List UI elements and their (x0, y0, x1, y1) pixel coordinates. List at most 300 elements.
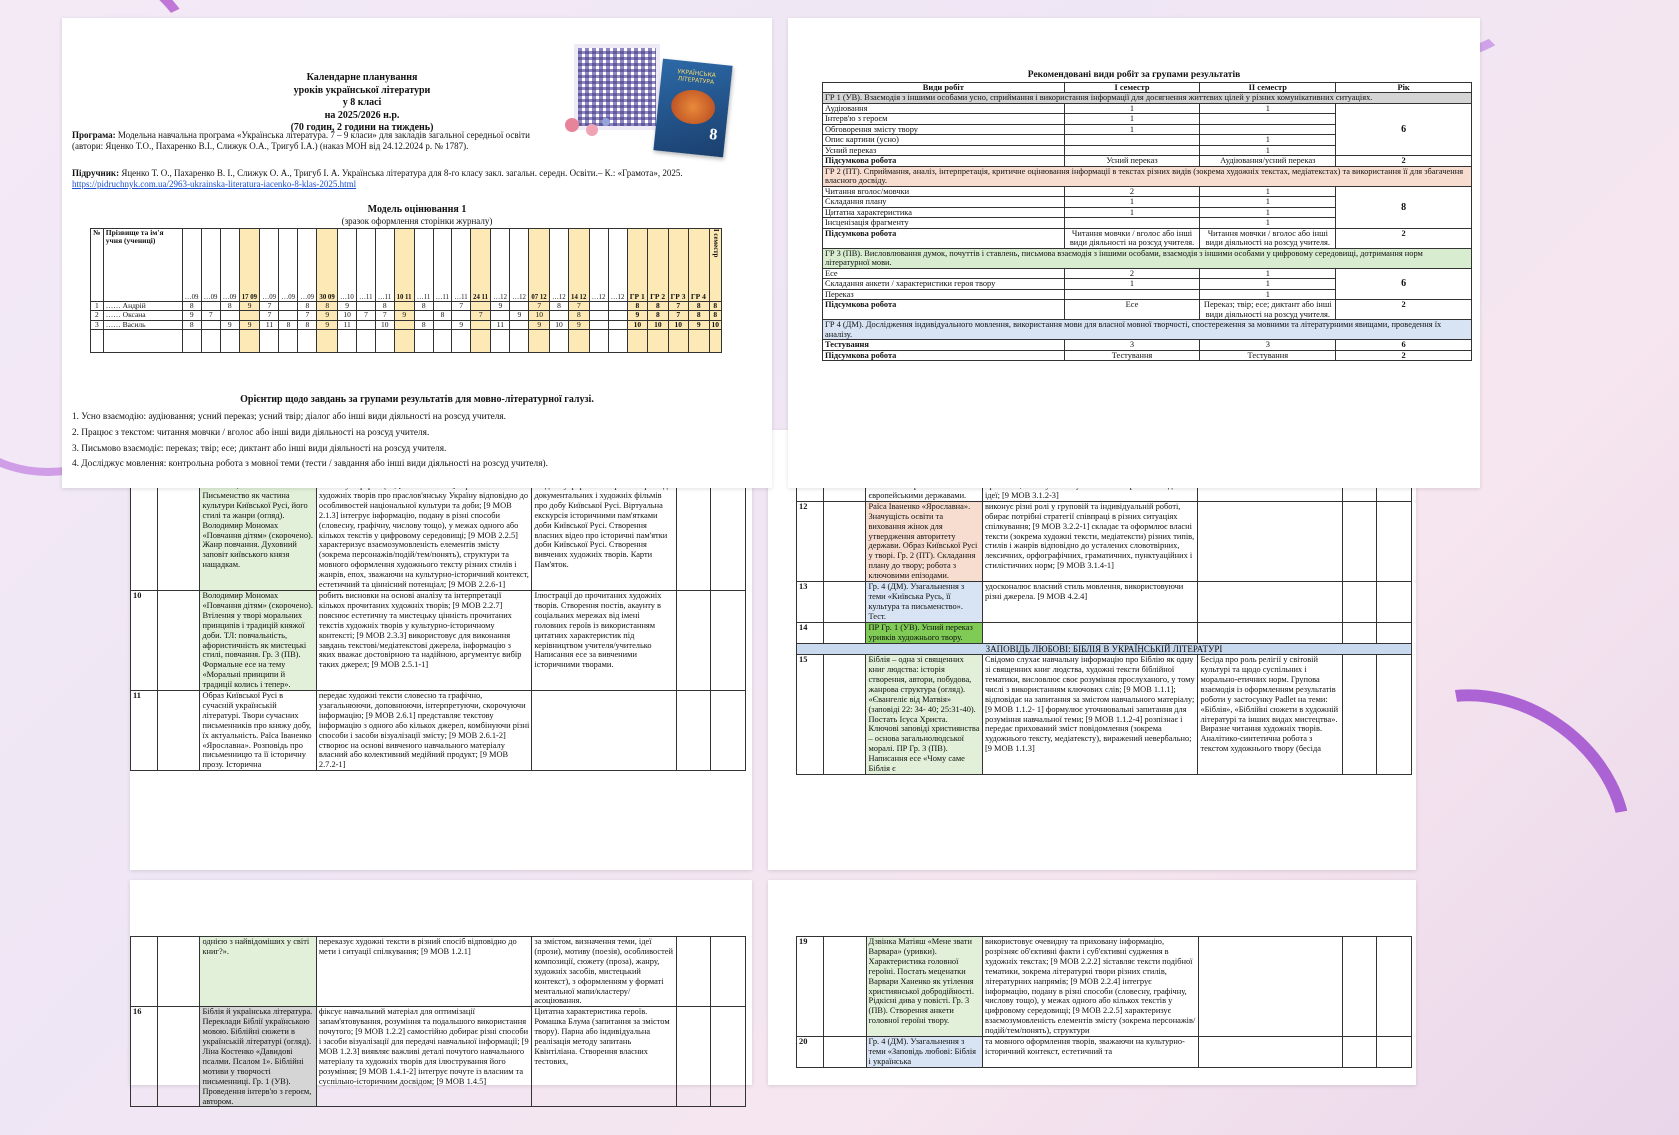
table-row (797, 1037, 1412, 1068)
table-cell (260, 329, 279, 352)
table-cell: 7 (569, 302, 590, 311)
table-cell: 1 (1064, 207, 1200, 217)
table-cell (1377, 582, 1412, 623)
textbook-cover (653, 59, 732, 158)
table-row (797, 655, 1412, 775)
lesson-table (130, 936, 746, 1107)
table-row (823, 186, 1472, 196)
table-cell: Складання анкети / характеристики героя твору (823, 279, 1065, 289)
table-cell: 3 (1064, 340, 1200, 350)
table-row (91, 320, 722, 329)
table-cell: № (91, 229, 104, 302)
table-cell: 9 (510, 311, 529, 320)
table-cell (220, 311, 239, 320)
table-cell: Усний переказ (823, 145, 1065, 155)
table-row (91, 311, 722, 320)
table-cell: 10 (375, 320, 394, 329)
table-cell (239, 329, 260, 352)
table-cell: …11 (433, 229, 452, 302)
table-cell (608, 320, 627, 329)
table-cell: 9 (569, 320, 590, 329)
orientation-title: Орієнтир щодо завдань за групами результатів для мовно-літературної галузі. (240, 394, 594, 405)
table-cell: 7 (357, 311, 376, 320)
table-cell: 10 (529, 311, 550, 320)
table-cell: 13 (797, 582, 824, 623)
table-cell: ПР Гр. 1 (УВ). Усний переказ уривків художнього твору. (866, 622, 983, 643)
program-info: Програма: Модельна навчальна програма «Українська література. 7 – 9 класи» для закладів загальної середньої освіти (автори: Яценко Т.О., Пахаренко В.І., Слижук О.А., Тригуб І.А.) (наказ МОН від 24.12.2024 р. № 1787). (72, 130, 530, 151)
table-cell (1064, 135, 1200, 145)
table-cell: 7 (452, 302, 471, 311)
table-cell: Інсценізація фрагменту (823, 218, 1065, 228)
table-cell (510, 320, 529, 329)
table-cell: Тестування (823, 340, 1065, 350)
table-cell: та мовного оформлення творів, зважаючи на культурно-історичний контекст, естетичний та (983, 1037, 1199, 1068)
table-cell: …10 (338, 229, 357, 302)
table-cell: 1 (1200, 145, 1336, 155)
group-header-row (823, 166, 1472, 186)
table-cell: Обговорення змісту твору (823, 124, 1065, 134)
table-cell: використовує очевидну та приховану інформацію, розрізняє об'єктивні факти і суб'єктивні судження в художніх текстах; [9 МОВ 2.2.2] зіставляє тексти подібної тематики, зокрема літературні твори різних стилів, літературних напрямів; [9 МОВ 2.2.4] інтегрує інформацію, подану в різні способи (словесну, графічну, числову тощо), у межах одного або кількох текстів у цифровому середовищі; [9 МОВ 2.2.5] характеризує взаємозумовленість елементів змісту (зокрема персонажів/подій/тем/понять), структури (983, 937, 1199, 1037)
table-cell (510, 329, 529, 352)
table-cell: удосконалює власний стиль мовлення, використовуючи різні джерела. [9 МОВ 4.2.4] (982, 582, 1197, 623)
table-cell (157, 481, 200, 591)
table-header-row (91, 229, 722, 302)
table-cell: 1 (1200, 289, 1336, 299)
table-cell (569, 329, 590, 352)
table-cell: 19 (797, 937, 824, 1037)
table-cell: 9 (452, 320, 471, 329)
table-cell (550, 329, 569, 352)
textbook-title: УКРАЇНСЬКА ЛІТЕРАТУРА (677, 68, 717, 87)
table-cell (676, 937, 711, 1007)
table-cell (1342, 1037, 1377, 1068)
table-cell: 7 (298, 311, 317, 320)
table-cell (452, 329, 471, 352)
table-cell: 1 (1200, 103, 1336, 113)
table-cell (1200, 114, 1336, 124)
table-cell: …09 (298, 229, 317, 302)
table-header-row (823, 83, 1472, 93)
group-header-row (823, 93, 1472, 103)
table-cell: …09 (279, 229, 298, 302)
table-cell (239, 311, 260, 320)
table-cell (414, 329, 433, 352)
table-cell: 8 (298, 302, 317, 311)
table-cell: 7 (260, 302, 279, 311)
table-cell: Підсумкова робота (823, 228, 1065, 248)
table-cell (1198, 582, 1342, 623)
table-cell: Ілюстрації до прочитаних художніх творів. Створення постів, акаунту в соціальних мережах від імені головних героїв із використанням цитатних характеристик під керівництвом учителя/учителько Написання есе за вивченими історичними творами. (532, 590, 676, 690)
table-cell: Підсумкова робота (823, 350, 1065, 360)
table-cell (711, 691, 746, 771)
table-cell: 8 (375, 302, 394, 311)
table-cell (823, 622, 866, 643)
table-cell: ГР 2 (ПТ). Сприймання, аналіз, інтерпретація, критичне оцінювання інформації в текстах різних видів (зокрема художніх текстах, медіатекстах) та використання її для збагачення власного досвіду. (823, 166, 1472, 186)
table-cell (823, 501, 866, 581)
lesson-table (796, 480, 1412, 775)
table-cell: 1 (1200, 218, 1336, 228)
table-cell: 7 (668, 302, 688, 311)
table-cell: 9 (239, 320, 260, 329)
table-cell: 9 (394, 311, 414, 320)
table-cell: 7 (375, 311, 394, 320)
table-cell: Переказ; твір; есе; диктант або інші види діяльності на розсуд учителя. (1200, 300, 1336, 320)
table-cell: ГР 3 (ПВ). Висловлювання думок, почуттів і ставлень, письмова взаємодія з іншими особами, взаємодія з іншими особами у цифровому середовищі, дотримання норм літературної мови. (823, 248, 1472, 268)
table-cell (711, 1007, 746, 1107)
table-cell: …12 (510, 229, 529, 302)
table-cell: 1 (1200, 207, 1336, 217)
table-cell: 8 (182, 320, 201, 329)
page-lesson-plan-4 (768, 880, 1416, 1085)
table-cell: 8 (317, 302, 338, 311)
table-cell: 1 (1200, 186, 1336, 196)
table-cell (433, 320, 452, 329)
table-cell (131, 937, 158, 1007)
table-cell (823, 655, 866, 775)
table-cell: …… Оксана (103, 311, 182, 320)
table-cell: ГР 1 (УВ). Взаємодія з іншими особами усно, сприймання і використання інформації для досягнення життєвих цілей у різних комунікативних ситуаціях. (823, 93, 1472, 103)
table-cell (279, 329, 298, 352)
table-cell (157, 691, 200, 771)
table-cell: Підсумкова робота (823, 300, 1065, 320)
table-cell: 3 (1200, 340, 1336, 350)
table-cell: Інтерв'ю з героєм (823, 114, 1065, 124)
table-cell: Рік (1336, 83, 1472, 93)
table-cell: 16 (131, 1007, 158, 1107)
model-subtitle: (зразок оформлення сторінки журналу) (341, 216, 493, 226)
page-recommended-works (788, 18, 1480, 488)
table-cell: 8 (220, 302, 239, 311)
table-cell: Цитатна характеристика героїв. Ромашка Блума (запитання за змістом твору). Парна або індивідуальна реалізація методу запитань Квінтіліана. Створення власних тестових, (532, 1007, 676, 1107)
table-cell (711, 937, 746, 1007)
textbook-link[interactable]: https://pidruchnyk.com.ua/2963-ukrainska-literatura-iacenko-8-klas-2025.html (72, 178, 357, 189)
section-row (797, 643, 1412, 655)
table-cell: Біблія – одна зі священних книг людства: історія створення, автори, побудова, жанрова структура (огляд). «Євангеліє від Матвія» (заповіді 22: 34- 40; 25:31-40). Постать Ісуса Христа. Ключові заповіді християнства – основа загальнолюдської моралі. ПР Гр. 3 (ПВ). Написання есе «Чому саме Біблія є (866, 655, 983, 775)
table-cell: 6 (1336, 268, 1472, 299)
table-cell (1198, 622, 1342, 643)
table-cell: Письменство як частина культури Київської Русі, його стилі та жанри (огляд). Володимир Мономах «Повчання дітям» (скорочено). Жанр повчання. Духовний заповіт київського князя нащадкам. (200, 481, 316, 591)
table-cell (201, 320, 220, 329)
plan-title: Календарне планування уроків української літератури у 8 класі на 2025/2026 н.р. (70 годин, 2 години на тиждень) (290, 72, 434, 133)
textbook-grade: 8 (708, 125, 719, 144)
table-cell: 10 (709, 320, 722, 329)
table-cell: Раїса Іваненко «Ярославна». Значущість освіти та виховання жінок для утвердження авторитету держави. Образ Київської Русі у творі. Гр. 2 (ПТ). Складання плану до твору; робота з ключовими епізодами. (866, 501, 983, 581)
table-cell: Тестування (1064, 350, 1200, 360)
table-cell: II семестр (1200, 83, 1336, 93)
table-cell: Володимир Мономах «Повчання дітям» (скорочено). Втілення у творі моральних принципів і традицій княжої доби. ТЛ: повчальність, афористичність як мистецькі стилі, повчання. Гр. 3 (ПВ). Формальне есе на тему «Моральні принципи й традиції колись і тепер». (200, 590, 316, 690)
table-cell: ГР 1 (627, 229, 647, 302)
orientation-list (72, 410, 762, 473)
table-cell (433, 329, 452, 352)
table-cell: ГР 3 (668, 229, 688, 302)
table-cell: 8 (648, 311, 668, 320)
table-cell: 1 (1200, 135, 1336, 145)
table-cell: Читання мовчки / вголос або інші види діяльності на розсуд учителя. (1064, 228, 1200, 248)
table-cell (279, 302, 298, 311)
table-cell (676, 1007, 711, 1107)
table-cell: 17 09 (239, 229, 260, 302)
table-row (131, 937, 746, 1007)
table-cell: 2 (1064, 186, 1200, 196)
table-cell: …… Андрій (103, 302, 182, 311)
table-cell (529, 329, 550, 352)
table-cell: 7 (260, 311, 279, 320)
textbook-info: Підручник: Яценко Т. О., Пахаренко В. І., Слижук О. А., Тригуб І. А. Українська література для 8-го класу закл. загальн. середн. Освіти.– К.: «Грамота», 2025. https://pidruchnyk.com.ua/2963-ukrainska-literatura-iacenko-8-klas-2025.html (72, 168, 683, 189)
table-cell (394, 320, 414, 329)
table-cell: 24 11 (471, 229, 491, 302)
table-row (91, 302, 722, 311)
table-cell: 1 (1064, 279, 1200, 289)
table-cell: переказує художні тексти в різний спосіб відповідно до мети і ситуації спілкування; [9 МОВ 1.2.1] (316, 937, 532, 1007)
table-cell: 8 (550, 302, 569, 311)
works-title: Рекомендовані види робіт за групами результатів (1027, 70, 1241, 80)
table-cell: 11 (491, 320, 510, 329)
table-cell: Есе (823, 268, 1065, 278)
works-table (822, 82, 1472, 361)
table-cell: Види робіт (823, 83, 1065, 93)
table-cell: …11 (357, 229, 376, 302)
journal-table (90, 228, 722, 353)
table-cell: 9 (338, 302, 357, 311)
table-cell (1377, 655, 1412, 775)
table-cell (131, 481, 158, 591)
table-row (131, 691, 746, 771)
table-cell: Опис картини (усно) (823, 135, 1065, 145)
table-cell: 1 (1200, 268, 1336, 278)
table-cell: …12 (491, 229, 510, 302)
table-cell: 2 (1336, 156, 1472, 166)
table-cell: 10 11 (394, 229, 414, 302)
table-cell (668, 329, 688, 352)
table-cell (648, 329, 668, 352)
table-cell: 3 (91, 320, 104, 329)
table-cell: Тестування (1200, 350, 1336, 360)
table-cell: Читання мовчки / вголос або інші види діяльності на розсуд учителя. (1200, 228, 1336, 248)
table-cell (1342, 655, 1377, 775)
table-row (797, 501, 1412, 581)
table-cell (491, 329, 510, 352)
lesson-table (130, 480, 746, 771)
table-cell (1198, 937, 1342, 1037)
table-cell: 12 (797, 501, 824, 581)
table-cell (589, 311, 608, 320)
table-cell: 10 (131, 590, 158, 690)
table-cell (91, 329, 104, 352)
table-cell (357, 320, 376, 329)
textbook-illustration (669, 88, 716, 126)
table-cell: 8 (709, 311, 722, 320)
table-cell: I семестр (1064, 83, 1200, 93)
table-cell: 14 (797, 622, 824, 643)
table-cell: …09 (201, 229, 220, 302)
table-cell: 7 (201, 311, 220, 320)
table-cell: ГР 4 (ДМ). Дослідження індивідуального мовлення, використання мови для власної мовної творчості, спостереження за мовними та літературними явищами, проведення їх аналізу. (823, 320, 1472, 340)
table-cell: 8 (433, 311, 452, 320)
table-cell: фіксує навчальний матеріал для оптимізації запам'ятовування, розуміння та подальшого використання почутого; [9 МОВ 1.2.2] самостійно добирає різні способи і засоби візуалізації для передачі навчальної інформації; [9 МОВ 1.2.3] виявляє важливі деталі почутого навчального матеріалу та художніх творів для ілюстрування його розуміння; [9 МОВ 1.4.1-2] інтегрує почуте із власним та суспільно-історичним досвідом; [9 МОВ 1.4.5] (316, 1007, 532, 1107)
table-cell: 2 (1336, 300, 1472, 320)
table-row (131, 1007, 746, 1107)
table-cell (1342, 937, 1377, 1037)
table-cell: Дзвінка Матіяш «Мене звати Варвара» (уривки). Характеристика головної героїні. Постать меценатки Варвари Ханенко як утілення християнської добродійності. Рідкісні дива у повісті. Гр. 3 (ПВ). Створення анкети головної героїні твору. (866, 937, 983, 1037)
table-row (823, 103, 1472, 113)
table-cell: однією з найвідоміших у світі книг?». (200, 937, 316, 1007)
group-header-row (823, 320, 1472, 340)
table-cell (157, 937, 200, 1007)
table-cell: ГР 2 (648, 229, 668, 302)
table-cell (1200, 124, 1336, 134)
table-cell (627, 329, 647, 352)
table-row (797, 582, 1412, 623)
table-cell (414, 311, 433, 320)
table-cell (1198, 1037, 1342, 1068)
page-calendar-plan (62, 18, 772, 488)
table-cell: художніх творів про праслов'янську Україну відповідно до особливостей національної культури та доби; [9 МОВ 2.1.3] інтегрує інформацію, подану в різні способи (словесну, графічну, числову тощо), у межах одного або кількох текстів у цифровому середовищі; [9 МОВ 2.2.5] характеризує взаємозумовленість елементів змісту (зокрема персонажів/подій/тем/понять), структури та мовного оформлення художнього тексту різних стилів і жанрів, епох, зважаючи на культурно-історичний контекст, естетичний та ціннісний потенціал; [9 МОВ 2.2.6-1] (316, 481, 532, 591)
table-cell: 7 (668, 311, 688, 320)
table-cell (711, 590, 746, 690)
table-cell: 10 (648, 320, 668, 329)
table-cell (1342, 582, 1377, 623)
table-cell: 6 (1336, 340, 1472, 350)
table-cell: європейськими державами. (866, 481, 983, 502)
summary-row (823, 350, 1472, 360)
table-cell: 1 (1064, 114, 1200, 124)
table-cell (709, 329, 722, 352)
table-row (823, 340, 1472, 350)
table-cell: …11 (414, 229, 433, 302)
table-row (91, 329, 722, 352)
table-cell: I семестр (709, 229, 722, 302)
table-cell: 9 (182, 311, 201, 320)
table-row (823, 268, 1472, 278)
table-cell: 8 (688, 302, 709, 311)
table-cell: 15 (797, 655, 824, 775)
table-cell: 2 (1336, 228, 1472, 248)
table-cell: 1 (1064, 197, 1200, 207)
table-row (797, 937, 1412, 1037)
table-cell (823, 937, 866, 1037)
table-cell: Аудіювання/усний переказ (1200, 156, 1336, 166)
table-cell: Цитатна характеристика (823, 207, 1065, 217)
table-cell: 10 (550, 320, 569, 329)
orientation-item: 1. Усно взаємодію: аудіювання; усний переказ; усний твір; діалог або інші види діяльності на розсуд учителя. (72, 412, 507, 422)
page-lesson-plan-3 (130, 880, 752, 1106)
table-cell (182, 329, 201, 352)
table-cell (676, 691, 711, 771)
table-cell: 20 (797, 1037, 824, 1068)
table-cell: 9 (688, 320, 709, 329)
table-cell (688, 329, 709, 352)
table-cell: виконує різні ролі у груповій та індивідуальній роботі, обирає потрібні стратегії співпраці в різних ситуаціях спілкування; [9 МОВ 3.2.2-1] складає та оформлює власні тексти (зокрема художні тексти, медіатексти) різних типів, стилів і жанрів відповідно до усталених словотвірних, лексичних, орфографічних, граматичних, пунктуаційних і стилістичних норм; [9 МОВ 3.1.4-1] (982, 501, 1197, 581)
table-row (131, 481, 746, 591)
table-cell (589, 302, 608, 311)
table-cell: 8 (279, 320, 298, 329)
table-cell (823, 582, 866, 623)
table-cell: 8 (414, 320, 433, 329)
table-cell (589, 320, 608, 329)
table-cell: 2 (1336, 350, 1472, 360)
table-cell (1342, 622, 1377, 643)
table-cell: 9 (627, 311, 647, 320)
table-cell: 9 (220, 320, 239, 329)
table-cell: 10 (338, 311, 357, 320)
table-cell: 9 (239, 302, 260, 311)
table-cell: 8 (414, 302, 433, 311)
table-cell: Гр. 4 (ДМ). Узагальнення з теми «Київська Русь, її культура та письменство». Тест. (866, 582, 983, 623)
table-cell: 2 (1064, 268, 1200, 278)
orientation-item: 3. Письмово взаємодіє: переказ; твір; есе; диктант або інші види діяльності на розсуд учителя. (72, 443, 447, 454)
table-cell: передає художні тексти словесно та графічно, узагальнюючи, доповнюючи, інтерпретуючи, скорочуючи інформацію; [9 МОВ 2.6.1] представляє текстову інформацію з одного або кількох джерел, комбінуючи різні способи і засоби візуалізації змісту; [9 МОВ 2.6.1-2] створює на основі вивченого навчального матеріалу власний або колективний медійний продукт; [9 МОВ 2.7.2-1] (316, 691, 532, 771)
table-cell: 9 (491, 302, 510, 311)
table-cell (676, 481, 711, 591)
table-cell: 8 (648, 302, 668, 311)
table-cell: 9 (529, 320, 550, 329)
table-cell (1198, 501, 1342, 581)
table-cell (1342, 501, 1377, 581)
table-cell: 8 (627, 302, 647, 311)
table-cell (338, 329, 357, 352)
table-cell: …12 (589, 229, 608, 302)
table-cell (711, 481, 746, 591)
table-cell: 8 (182, 302, 201, 311)
table-cell: 2 (91, 311, 104, 320)
table-cell (589, 329, 608, 352)
table-cell (1064, 145, 1200, 155)
table-cell (375, 329, 394, 352)
summary-row (823, 228, 1472, 248)
table-cell (532, 691, 676, 771)
table-cell: 8 (688, 311, 709, 320)
table-cell: 1 (91, 302, 104, 311)
table-cell: 11 (260, 320, 279, 329)
table-cell: Аудіювання (823, 103, 1065, 113)
table-cell (452, 311, 471, 320)
table-cell (1377, 1037, 1412, 1068)
table-cell: 8 (709, 302, 722, 311)
table-cell (608, 311, 627, 320)
table-cell (157, 590, 200, 690)
table-cell: Прізвище та ім'я учня (учениці) (103, 229, 182, 302)
table-cell: …11 (375, 229, 394, 302)
table-cell: …09 (220, 229, 239, 302)
decorative-flowers-icon (562, 110, 612, 140)
table-cell: 07 12 (529, 229, 550, 302)
table-cell: 1 (1200, 197, 1336, 207)
table-cell: ідеї; [9 МОВ 3.1.2-3] (982, 481, 1197, 502)
table-cell (279, 311, 298, 320)
orientation-item: 2. Працює з текстом: читання мовчки / вголос або інші види діяльності на розсуд учителя. (72, 427, 430, 438)
table-cell: Читання вголос/мовчки (823, 186, 1065, 196)
table-cell: робить висновки на основі аналізу та інтерпретації кількох прочитаних художніх творів; [9 МОВ 2.2.7] пояснює естетичну та мистецьку цінність прочитаних текстів художніх творів у культурно-історичному контексті; [9 МОВ 2.3.3] використовує для виконання завдань текстові/медіатекстові джерела, інформацію з яких вважає достовірною та надійною, аргументує вибір таких джерел; [9 МОВ 2.5.1-1] (316, 590, 532, 690)
table-cell: Усний переказ (1064, 156, 1200, 166)
table-cell: Складання плану (823, 197, 1065, 207)
table-cell: …… Василь (103, 320, 182, 329)
group-header-row (823, 248, 1472, 268)
table-cell: 1 (1200, 279, 1336, 289)
table-cell: 6 (1336, 103, 1472, 155)
table-cell: 7 (529, 302, 550, 311)
table-cell: за змістом, визначення теми, ідеї (прози), мотиву (поезія), особливостей композиції, сюжету (проза), жанру, художніх засобів, мистецький контекст), з оформленням у форматі ментальної мапи/кластеру/асоціювання. (532, 937, 676, 1007)
table-row (797, 622, 1412, 643)
table-cell: 11 (338, 320, 357, 329)
table-cell (394, 329, 414, 352)
table-cell (1064, 289, 1200, 299)
model-title: Модель оцінювання 1 (367, 204, 467, 215)
table-cell: …09 (260, 229, 279, 302)
table-cell: Есе (1064, 300, 1200, 320)
table-cell (1377, 622, 1412, 643)
table-cell (103, 329, 182, 352)
table-cell (317, 329, 338, 352)
